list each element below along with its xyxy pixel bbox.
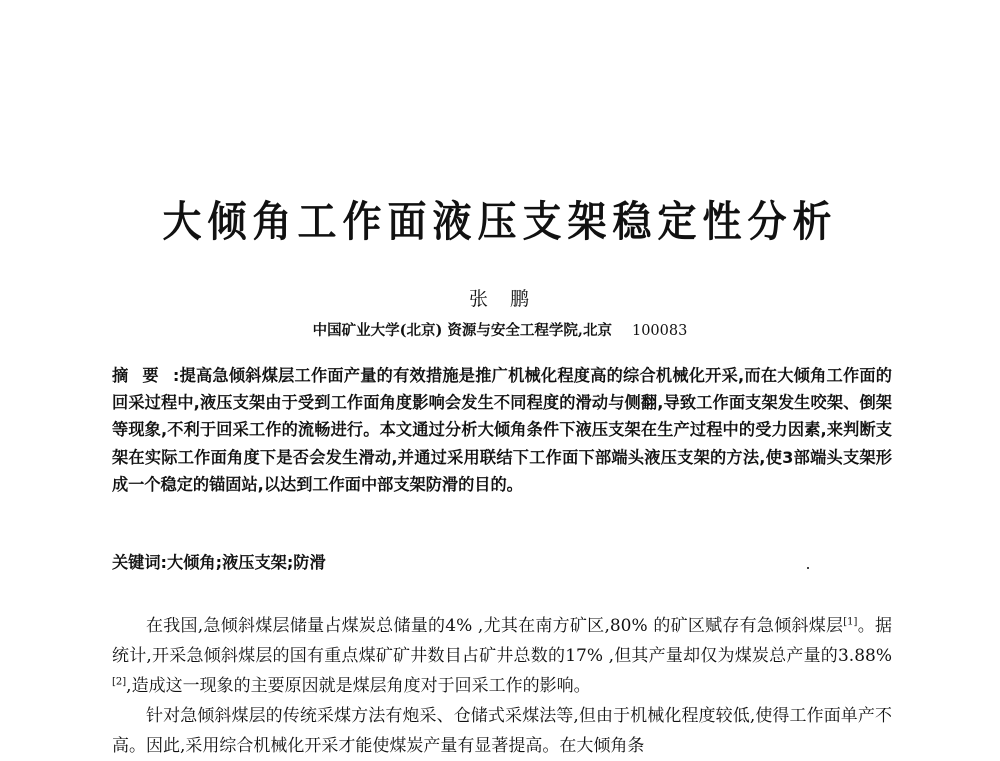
keywords (112, 551, 892, 575)
body-text (112, 611, 892, 761)
abstract-text: 提高急倾斜煤层工作面产量的有效措施是推广机械化程度高的综合机械化开采,而在大倾角工作面的回采过程中,液压支架由于受到工作面角度影响会发生不同程度的滑动与侧翻,导致工作面支架发生咬架、倒架等现象,不利于回采工作的流畅进行。本文通过分析大倾角条件下液压支架在生产过程中的受力因素,来判断支架在实际工作面角度下是否会发生滑动,并通过采用联结下工作面下部端头液压支架的方法,使3部端头支架形成一个稳定的锚固站,以达到工作面中部支架防滑的目的。 (112, 366, 892, 494)
keywords-text: 大倾角;液压支架;防滑 (167, 553, 326, 572)
abstract (112, 362, 892, 498)
keywords-label: 关键词: (112, 553, 168, 572)
abstract-colon: : (172, 366, 180, 385)
author-affiliation (0, 320, 1000, 342)
citation-ref-1: [1] (843, 616, 858, 628)
affiliation-institution: 中国矿业大学(北京) 资源与安全工程学院,北京 (312, 322, 612, 339)
paragraph-text: 在我国,急倾斜煤层储量占煤炭总储量的4% ,尤其在南方矿区,80% 的矿区赋存有急倾斜煤层 (146, 616, 844, 636)
affiliation-postal-code: 100083 (631, 323, 688, 339)
author-name: 张鹏 (468, 288, 551, 310)
paragraph-text: 。据统计,开采急倾斜煤层的国有重点煤矿矿井数目占矿井总数的17% ,但其产量却仅为煤炭总产量的3.88% (112, 616, 892, 666)
abstract-label: 摘要 (112, 366, 173, 385)
citation-ref-2: [2] (112, 676, 127, 688)
body-paragraph-1 (112, 611, 892, 701)
scan-speck (807, 567, 809, 569)
paper-title: 大倾角工作面液压支架稳定性分析 (162, 198, 838, 247)
body-paragraph-2: 针对急倾斜煤层的传统采煤方法有炮采、仓储式采煤法等,但由于机械化程度较低,使得工作面单产不高。因此,采用综合机械化开采才能使煤炭产量有显著提高。在大倾角条 (112, 706, 892, 756)
paragraph-text: ,造成这一现象的主要原因就是煤层角度对于回采工作的影响。 (126, 676, 591, 696)
